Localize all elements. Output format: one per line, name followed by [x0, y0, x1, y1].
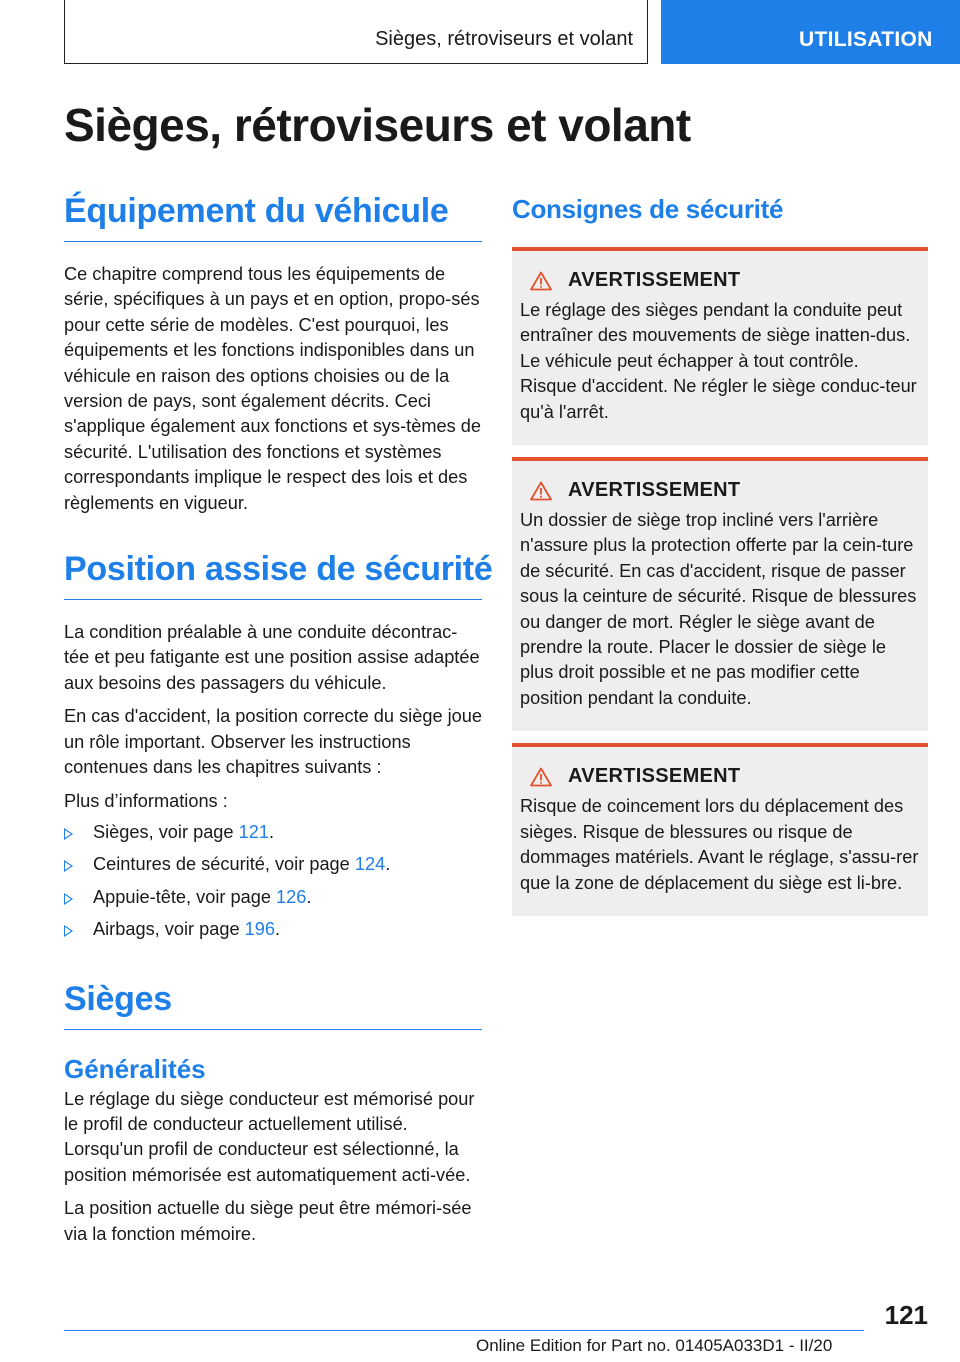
arrow-bullet-icon [64, 828, 73, 840]
warning-box-3 [512, 743, 928, 916]
equipement-text: Ce chapitre comprend tous les équipements de série, spécifiques à un pays et en option, propo-sés pour cette série de modèles. C'est pourquoi, les équipements et les fonctions indisponibles dans un véhicule en raison des options choisies ou de la version de pays, sont également décrits. Ceci s'applique également aux fonctions et sys-tèmes de sécurité. L'utilisation des fonctions et systèmes correspondants implique le respect des lois et des règlements en vigueur. [64, 264, 481, 513]
position-paragraph-2: En cas d'accident, la position correcte du siège joue un rôle important. Observer les instructions contenues dans les chapitres suivants : [64, 706, 482, 778]
arrow-bullet-icon [64, 860, 73, 872]
page-link[interactable]: 121 [238, 821, 269, 842]
sieges-paragraph-1: Le réglage du siège conducteur est mémorisé pour le profil de conducteur actuellement utilisé. Lorsqu'un profil de conducteur est sélectionné, la position mémorisée est automatiquement acti-vée. [64, 1088, 475, 1185]
warning-triangle-icon [530, 767, 552, 787]
page-title: Sièges, rétroviseurs et volant [64, 99, 691, 151]
heading-position: Position assise de sécurité [64, 546, 482, 600]
list-item: Ceintures de sécurité, voir page 124. [64, 852, 482, 877]
heading-consignes: Consignes de sécurité [512, 194, 784, 224]
warning-triangle-icon [530, 271, 552, 291]
more-info-label: Plus d’informations : [64, 790, 228, 811]
page-number: 121 [884, 1300, 928, 1330]
heading-sieges: Sièges [64, 976, 482, 1030]
warning-title: AVERTISSEMENT [568, 269, 741, 291]
list-item: Airbags, voir page 196. [64, 917, 482, 942]
header-section-tab[interactable] [661, 0, 960, 64]
reference-list [64, 820, 482, 943]
right-column [512, 188, 928, 916]
warning-box-1 [512, 247, 928, 445]
list-item: Appuie-tête, voir page 126. [64, 885, 482, 910]
warning-title: AVERTISSEMENT [568, 479, 741, 502]
list-item: Sièges, voir page 121. [64, 820, 482, 845]
warning-title: AVERTISSEMENT [568, 765, 741, 788]
footer-edition: Online Edition for Part no. 01405A033D1 - II/20 [476, 1336, 833, 1355]
warning-text: Un dossier de siège trop incliné vers l'arrière n'assure plus la protection offerte par la cein-ture de sécurité. En cas d'accident, risque de passer sous la ceinture de sécurité. Risque de blessures ou danger de mort. Régler le siège avant de prendre la route. Placer le dossier de siège le plus droit possible et ne pas modifier cette position pendant la conduite. [520, 510, 917, 708]
warning-text: Le réglage des sièges pendant la conduite peut entraîner des mouvements de siège inatten-dus. Le véhicule peut échapper à tout contrôle. Risque d'accident. Ne régler le siège conduc-teur qu'à l'arrêt. [520, 300, 917, 422]
page-link[interactable]: 196 [244, 919, 276, 940]
warning-text: Risque de coincement lors du déplacement des sièges. Risque de blessures ou risque de dommages matériels. Avant le réglage, s'assu-rer que la zone de déplacement du siège est li-bre. [520, 796, 919, 893]
header-chapter-title: Sièges, rétroviseurs et volant [375, 28, 633, 50]
header-section-tab-label: UTILISATION [799, 28, 933, 51]
arrow-bullet-icon [64, 925, 73, 937]
sieges-paragraph-2: La position actuelle du siège peut être mémori-sée via la fonction mémoire. [64, 1198, 472, 1244]
page-link[interactable]: 124 [354, 854, 386, 875]
header-chapter-box [64, 0, 648, 64]
arrow-bullet-icon [64, 893, 73, 905]
heading-equipement: Équipement du véhicule [64, 188, 482, 242]
subheading-generalites: Généralités [64, 1053, 206, 1084]
footer-divider [64, 1330, 864, 1331]
left-column [64, 188, 493, 1247]
position-paragraph-1: La condition préalable à une conduite décontrac-tée et peu fatigante est une position assise adaptée aux besoins des passagers du véhicule. [64, 622, 480, 693]
page-link[interactable]: 126 [276, 886, 307, 907]
warning-box-2 [512, 457, 928, 731]
warning-triangle-icon [530, 481, 552, 501]
